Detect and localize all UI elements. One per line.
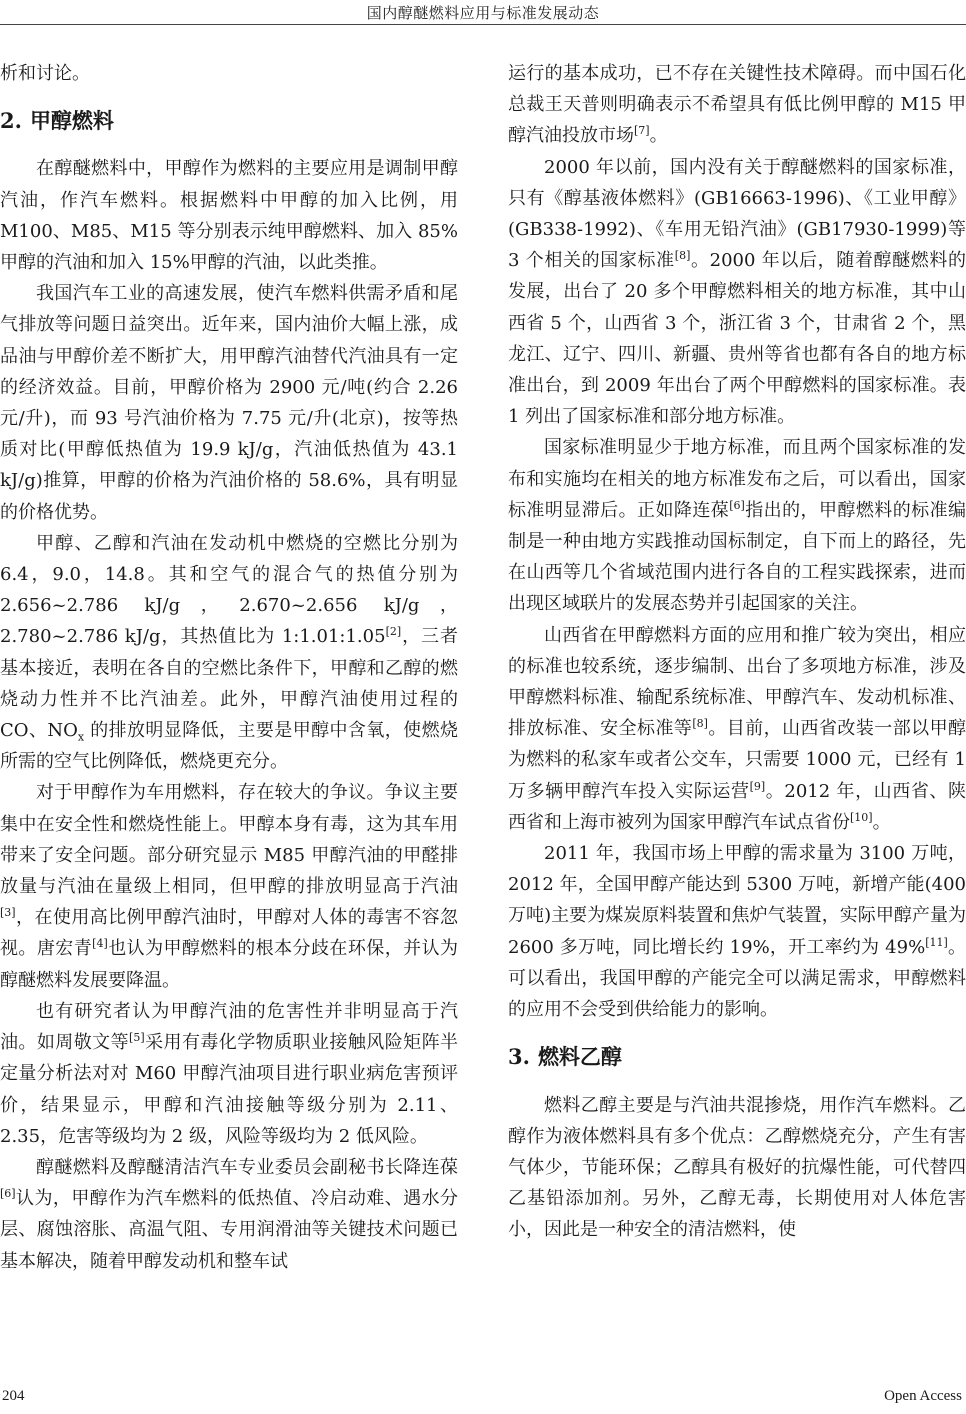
continued-text: 析和讨论。 [0, 63, 90, 84]
paragraph: 在醇醚燃料中，甲醇作为燃料的主要应用是调制甲醇汽油，作汽车燃料。根据燃料中甲醇的加入比例，用 M100、M85、M15 等分别表示纯甲醇燃料、加入 85%甲醇的汽油和加入 15%甲醇的汽油，以此类推。 [0, 158, 458, 274]
citation: [9] [749, 779, 766, 793]
paragraph: 也有研究者认为甲醇汽油的危害性并非明显高于汽油。如周敬文等[5]采用有毒化学物质职业接触风险矩阵半定量分析法对对 M60 甲醇汽油项目进行职业病危害预评价，结果显示，甲醇和汽油接触等级分别为 2.11、2.35，危害等级均为 2 级，风险等级均为 2 低风险。 [0, 1000, 459, 1147]
section-number: 3. [508, 1044, 530, 1070]
section-title: 甲醇燃料 [29, 109, 114, 134]
paragraph: 燃料乙醇主要是与汽油共混掺烧，用作汽车燃料。乙醇作为液体燃料具有多个优点：乙醇燃烧充分，产生有害气体少，节能环保；乙醇具有极好的抗爆性能，可代替四乙基铅添加剂。另外，乙醇无毒，长期使用对人体危害小，因此是一种安全的清洁燃料，使 [508, 1094, 966, 1241]
section-number: 2. [0, 108, 22, 134]
citation: [5] [129, 1031, 145, 1045]
section-heading-2 [0, 105, 458, 137]
citation: [6] [0, 1187, 16, 1201]
citation: [2] [385, 625, 402, 639]
paragraph: 国家标准明显少于地方标准，而且两个国家标准的发布和实施均在相关的地方标准发布之后，可以看出，国家标准明显滞后。正如降连葆[6]指出的，甲醇燃料的标准编制是一种由地方实践推动国标制定，自下而上的路径，先在山西等几个省域范围内进行各自的工程实践探索，进而出现区域联片的发展态势并引起国家的关注。 [508, 437, 966, 615]
left-column [0, 58, 458, 1277]
section-title: 燃料乙醇 [537, 1045, 622, 1070]
paragraph: 2000 年以前，国内没有关于醇醚燃料的国家标准，只有《醇基液体燃料》(GB16663-1996)、《工业甲醇》(GB338-1992)、《车用无铅汽油》(GB17930-1999)等 3 个相关的国家标准[8]。2000 年以后，随着醇醚燃料的发展，出台了 20 多个甲醇燃料相关的地方标准，其中山西省 5 个，山西省 3 个，浙江省 3 个，甘肃省 2 个，黑龙江、辽宁、四川、新疆、贵州等省也都有各自的地方标准出台，到 2009 年出台了两个甲醇燃料的国家标准。表 1 列出了国家标准和部分地方标准。 [508, 156, 966, 428]
page-footer [0, 1388, 966, 1410]
citation: [6] [729, 498, 745, 512]
paragraph: 山西省在甲醇燃料方面的应用和推广较为突出，相应的标准也较系统，逐步编制、出台了多项地方标准，涉及甲醇燃料标准、输配系统标准、甲醇汽车、发动机标准、排放标准、安全标准等[8]。目前，山西省改装一部以甲醇为燃料的私家车或者公交车，只需要 1000 元，已经有 1 万多辆甲醇汽车投入实际运营[9]。2012 年，山西省、陕西省和上海市被列为国家甲醇汽车试点省份[10]。 [508, 624, 966, 833]
paragraph: 甲醇、乙醇和汽油在发动机中燃烧的空燃比分别为 6.4，9.0，14.8。其和空气的混合气的热值分别为 2.656~2.786 kJ/g，2.670~2.656 kJ/g，2.780~2.786 kJ/g，其热值比为 1:1.01:1.05[2]，三者基本接近，表明在各自的空燃比条件下，甲醇和乙醇的燃烧动力性并不比汽油差。此外，甲醇汽油使用过程的 CO、$NO_x$ 的排放明显降低，主要是甲醇中含氧，使燃烧所需的空气比例降低，燃烧更充分。 [0, 532, 458, 773]
subscript: x [77, 730, 85, 744]
citation: [10] [850, 810, 873, 824]
citation: [8] [674, 249, 691, 263]
paragraph: 我国汽车工业的高速发展，使汽车燃料供需矛盾和尾气排放等问题日益突出。近年来，国内油价大幅上涨，成品油与甲醇价差不断扩大，用甲醇汽油替代汽油具有一定的经济效益。目前，甲醇价格为 2900 元/吨(约合 2.26 元/升)，而 93 号汽油价格为 7.75 元/升(北京)，按等热质对比(甲醇低热值为 19.9 kJ/g，汽油低热值为 43.1 kJ/g)推算，甲醇的价格为汽油价格的 58.6%，具有明显的价格优势。 [0, 283, 458, 523]
citation: [3] [0, 906, 16, 920]
paragraph: 醇醚燃料及醇醚清洁汽车专业委员会副秘书长降连葆[6]认为，甲醇作为汽车燃料的低热值、冷启动难、遇水分层、腐蚀溶胀、高温气阻、专用润滑油等关键技术问题已基本解决，随着甲醇发动机和整车试 [0, 1156, 458, 1272]
page-number: 204 [2, 1388, 25, 1404]
running-header: 国内醇醚燃料应用与标准发展动态 [366, 4, 600, 22]
paragraph: 对于甲醇作为车用燃料，存在较大的争议。争议主要集中在安全性和燃烧性能上。甲醇本身有毒，这为其车用带来了安全问题。部分研究显示 M85 甲醇汽油的甲醛排放量与汽油在量级上相同，但甲醇的排放明显高于汽油[3]，在使用高比例甲醇汽油时，甲醇对人体的毒害不容忽视。唐宏青[4]也认为甲醇燃料的根本分歧在环保，并认为醇醚燃料发展要降温。 [0, 782, 459, 991]
citation: [7] [634, 124, 650, 138]
citation: [4] [92, 937, 108, 951]
right-column [508, 58, 966, 1246]
journal-name: Open Access [884, 1388, 962, 1404]
citation: [8] [692, 717, 708, 731]
header-rule [0, 24, 966, 25]
section-heading-3 [508, 1041, 966, 1073]
citation: [11] [925, 935, 948, 949]
paragraph: 2011 年，我国市场上甲醇的需求量为 3100 万吨，2012 年，全国甲醇产能达到 5300 万吨，新增产能(400 万吨)主要为煤炭原料装置和焦炉气装置，实际甲醇产量为 2600 多万吨，同比增长约 19%，开工率约为 49%[11]。可以看出，我国甲醇的产能完全可以满足需求，甲醇燃料的应用不会受到供给能力的影响。 [508, 843, 966, 1021]
paragraph-continued: 运行的基本成功，已不存在关键性技术障碍。而中国石化总裁王天普则明确表示不希望具有低比例甲醇的 M15 甲醇汽油投放市场[7]。 [508, 63, 966, 147]
